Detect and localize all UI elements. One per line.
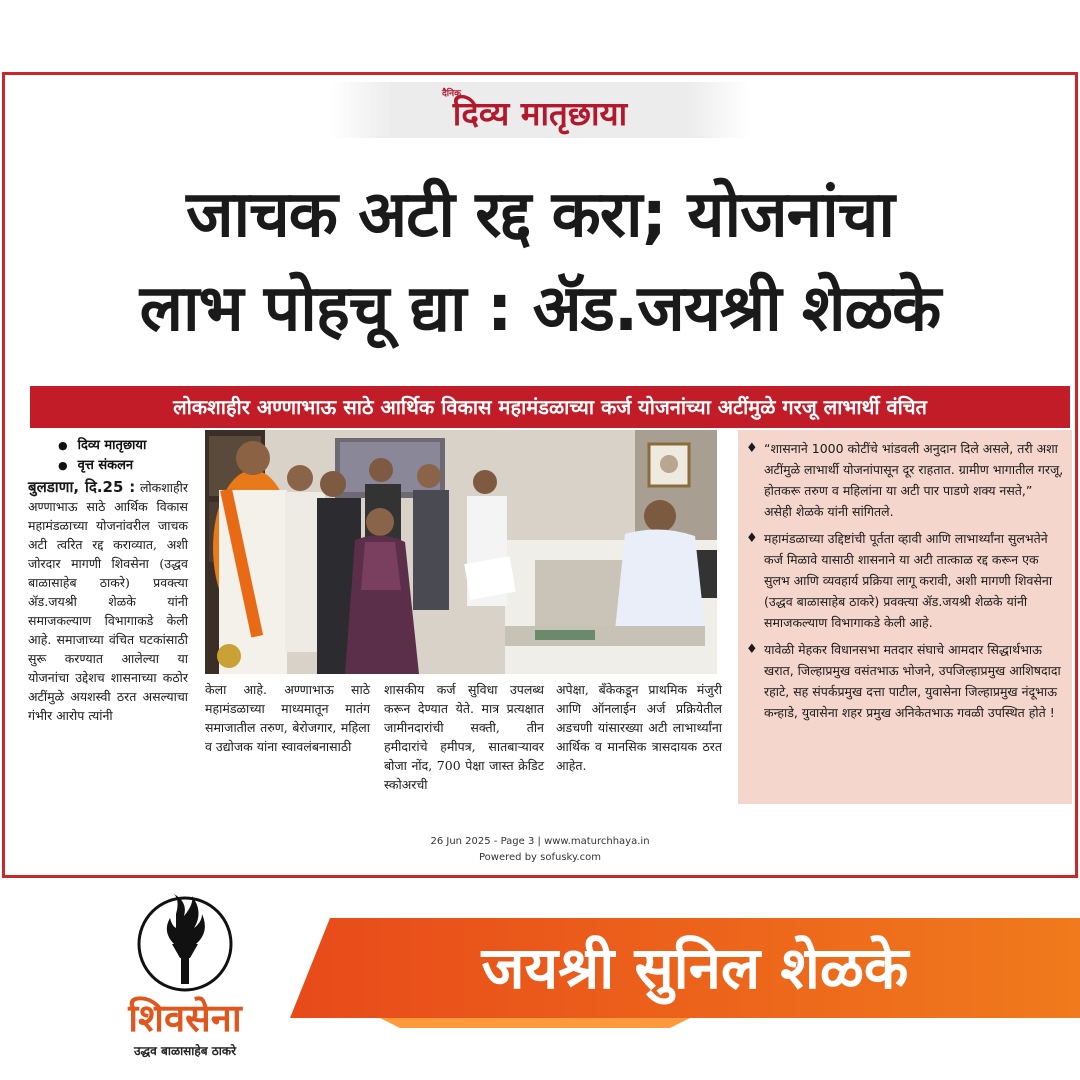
subheadline-banner: लोकशाहीर अण्णाभाऊ साठे आर्थिक विकास महामंडळाच्या कर्ज योजनांच्या अटींमुळे गरजू लाभार्थी वंचित [30,386,1070,428]
highlight-item: ♦ यावेळी मेहकर विधानसभा मतदार संघाचे आमदार सिद्धार्थभाऊ खरात, जिल्हाप्रमुख वसंतभाऊ भोजने, उपजिल्हाप्रमुख आशिषदादा रहाटे, सह संपर्कप्रमुख दत्ता पाटील, युवासेना जिल्हाप्रमुख नंदूभाऊ कन्हाडे, युवासेना शहर प्रमुख अनिकेतभाऊ गवळी उपस्थित होते ! [746,639,1064,723]
dateline: बुलडाणा, दि.25 : [28,478,136,496]
clipping-footer-date: 26 Jun 2025 - Page 3 | www.maturchhaya.in [430,836,650,847]
news-photo [205,430,717,674]
headline-line-1: जाचक अटी रद्द करा; योजनांचा [186,178,894,252]
byline-source: ● दिव्य मातृछाया [58,436,146,456]
article-column-3: शासकीय कर्ज सुविधा उपलब्ध करून देण्यात येते. मात्र प्रत्यक्षात जामीनदारांची सक्ती, तीन हमीदारांचे हमीपत्र, सातबाऱ्यावर बोजा नोंद, 700 पेक्षा जास्त क्रेडिट स्कोअरची [384,682,544,792]
column-1-text: लोकशाहीर अण्णाभाऊ साठे आर्थिक विकास महामंडळाच्या योजनांवरील जाचक अटी त्वरित रद्द कराव्यात, अशी जोरदार मागणी शिवसेना (उद्धव बाळासाहेब ठाकरे) प्रवक्त्या ॲड.जयश्री शेळके यांनी समाजकल्याण विभागाकडे केली आहे. समाजाच्या वंचित घटकांसाठी सुरू करण्यात आलेल्या या योजनांचा उद्देशच शासनाच्या कठोर अटींमुळे अयशस्वी ठरत असल्याचा गंभीर आरोप त्यांनी [28,480,188,723]
person-name: जयश्री सुनिल शेळके [481,934,909,1002]
party-logo [110,892,260,1062]
headline-line-2: लाभ पोहचू द्या : ॲड.जयश्री शेळके [139,272,941,346]
byline-agency: ● वृत्त संकलन [58,456,146,476]
meeting-photo-illustration [205,430,717,674]
article-column-1 [28,478,188,725]
highlight-item: ♦ “शासनाने 1000 कोटींचे भांडवली अनुदान दिले असले, तरी अशा अटींमुळे लाभार्थी योजनांपासून दूर राहतात. ग्रामीण भागातील गरजू, होतकरू तरुण व महिलांना या अटी पार पाडणे शक्य नसते,” असेही शेळके यांनी सांगितले. [746,438,1064,522]
clipping-footer-powered: Powered by sofusky.com [479,852,601,863]
party-subtitle: उद्धव बाळासाहेब ठाकरे [133,1044,237,1058]
torch-icon [110,892,260,996]
highlight-item: ♦ महामंडळाच्या उद्दिष्टांची पूर्तता व्हावी आणि लाभार्थ्यांना सुलभतेने कर्ज मिळावे यासाठी शासनाने या अटी तात्काळ रद्द करून एक सुलभ आणि व्यवहार्य प्रक्रिया लागू करावी, अशी मागणी शिवसेना (उद्धव बाळासाहेब ठाकरे) प्रवक्त्या ॲड.जयश्री शेळके यांनी समाजकल्याण विभागाकडे केली आहे. [746,528,1064,633]
name-banner [290,918,1080,1028]
highlight-box [738,430,1072,804]
party-name: शिवसेना [128,995,242,1040]
headline [10,168,1070,356]
newspaper-masthead [330,82,750,138]
masthead-tag: दैनिक [442,89,462,99]
article-column-4: अपेक्षा, बँकेकडून प्राथमिक मंजुरी आणि ऑनलाईन अर्ज प्रक्रियेतील अडचणी यांसारख्या अटी लाभार्थ्यांना आर्थिक व मानसिक त्रासदायक ठरत आहेत. [556,682,722,773]
article-column-2: केला आहे. अण्णाभाऊ साठे महामंडळाच्या माध्यमातून मातंग समाजातील तरुण, बेरोजगार, महिला व उद्योजक यांना स्वावलंबनासाठी [205,682,370,754]
masthead-title: दिव्य मातृछाया [452,94,628,133]
byline [58,436,146,476]
